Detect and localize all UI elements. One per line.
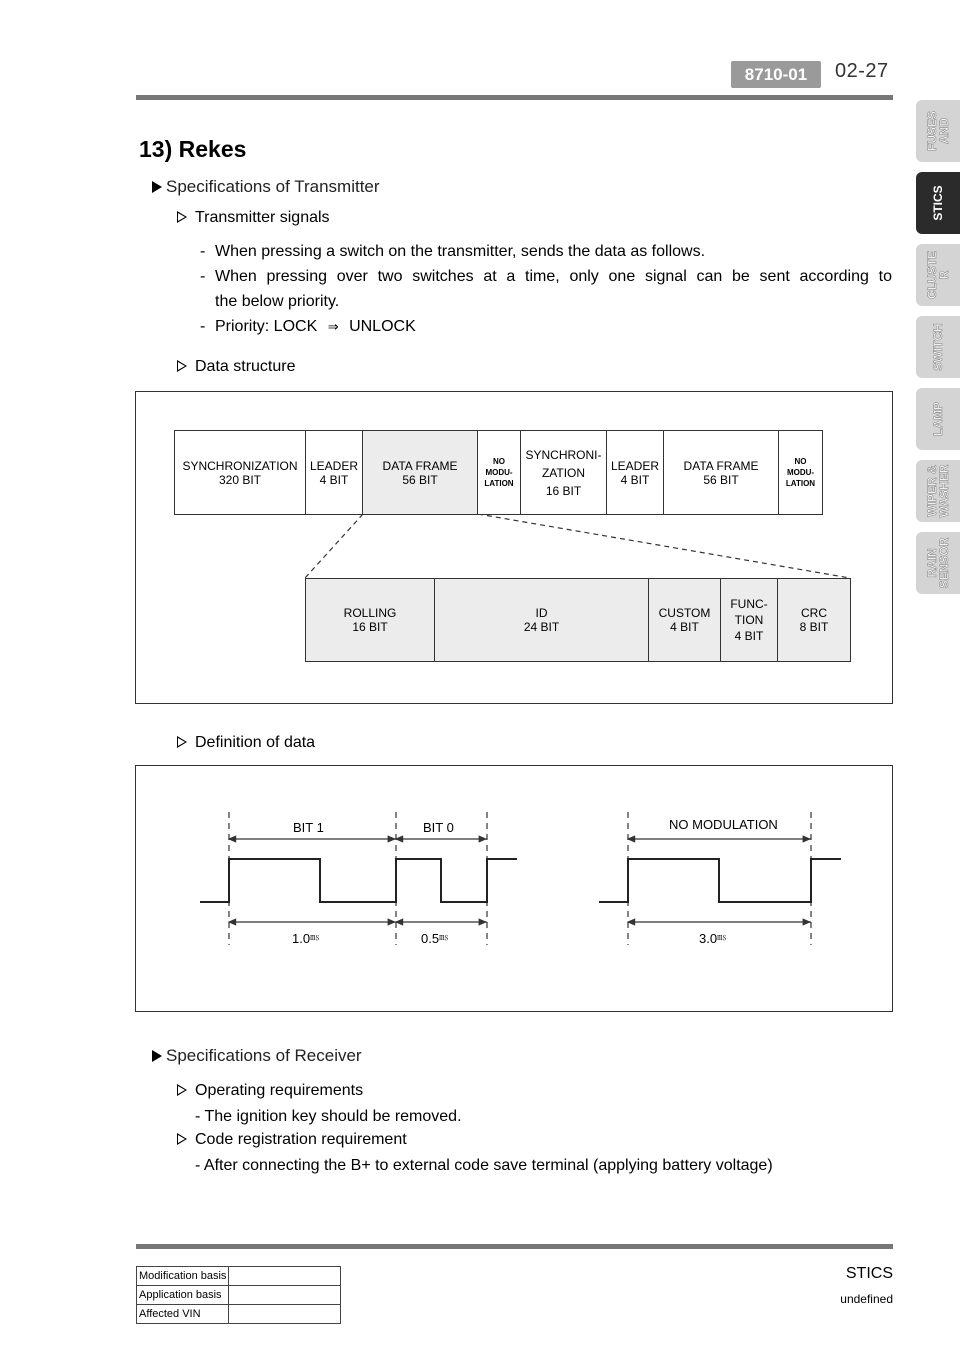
tab-label: SWITCH <box>931 323 945 371</box>
tab-label: LAMP <box>931 402 945 436</box>
bit1-label: BIT 1 <box>293 820 324 835</box>
code-registration-item: - After connecting the B+ to external code save terminal (applying battery voltage) <box>195 1157 773 1174</box>
tab-label: FUSES AND <box>925 110 951 152</box>
bullet-item-2-cont: the below priority. <box>215 293 340 310</box>
revision-label: Affected VIN <box>137 1305 229 1324</box>
bullet-item-2: When pressing over two switches at a time, only one signal can be sent according to <box>215 268 892 285</box>
frame-cell-sync: SYNCHRONIZATION 320 BIT <box>175 431 306 514</box>
revision-value <box>229 1267 341 1286</box>
frame-cell-id: ID 24 BIT <box>435 579 649 661</box>
frame-cell-function: FUNC- TION 4 BIT <box>721 579 778 661</box>
triangle-bullet-icon <box>152 1050 162 1062</box>
outline-triangle-icon <box>177 1133 187 1145</box>
tab-label: WIPER & WASHER <box>925 464 951 518</box>
bullet-dash: - <box>200 318 206 335</box>
footer-section-name: STICS <box>845 1265 893 1282</box>
bullet-item-1: When pressing a switch on the transmitter, sends the data as follows. <box>215 243 706 260</box>
frame-cell-sync-16: SYNCHRONI- ZATION 16 BIT <box>521 431 607 514</box>
frame-cell-no-modulation-2: NO MODU- LATION <box>785 457 816 488</box>
definition-heading: Definition of data <box>177 734 315 752</box>
operating-requirements-heading: Operating requirements <box>177 1082 363 1100</box>
no-modulation-label: NO MODULATION <box>669 817 778 832</box>
tab-label: STICS <box>931 185 945 221</box>
arrow-right-icon: ⇒ <box>327 319 339 334</box>
frame-cell-data-frame: DATA FRAME 56 BIT <box>363 431 478 514</box>
duration-1ms: 1.0㎳ <box>292 931 320 946</box>
revision-value <box>229 1305 341 1324</box>
footer-undefined: undefined <box>840 1292 893 1306</box>
revision-label: Application basis <box>137 1286 229 1305</box>
revision-label: Modification basis <box>137 1267 229 1286</box>
frame-cell-custom: CUSTOM 4 BIT <box>649 579 721 661</box>
tab-label: CLUSTE R <box>925 251 951 299</box>
frame-cell-crc: CRC 8 BIT <box>799 606 829 634</box>
bottom-divider <box>136 1244 893 1249</box>
frame-cell-no-modulation: NO MODU- LATION <box>478 431 521 514</box>
duration-05ms: 0.5㎳ <box>421 931 449 946</box>
tab-label: RAIN SENSOR <box>925 537 951 589</box>
outline-triangle-icon <box>177 1084 187 1096</box>
duration-3ms: 3.0㎳ <box>699 931 727 946</box>
bullet-dash: - <box>200 268 206 285</box>
bullet-dash: - <box>200 243 206 260</box>
frame-cell-data-frame-2: DATA FRAME 56 BIT <box>664 431 779 514</box>
page-number: 02-27 <box>835 60 889 82</box>
frame-cell-leader-2: LEADER 4 BIT <box>607 431 664 514</box>
transmitter-heading: Specifications of Transmitter <box>152 177 380 197</box>
revision-table <box>136 1266 341 1324</box>
section-title: 13) Rekes <box>139 136 247 162</box>
data-structure-heading: Data structure <box>177 358 295 376</box>
priority-lock: Priority: LOCK <box>215 318 318 335</box>
section-code-badge: 8710-01 <box>731 61 821 88</box>
revision-value <box>229 1286 341 1305</box>
frame-cell-rolling: ROLLING 16 BIT <box>306 579 435 661</box>
priority-unlock: UNLOCK <box>349 318 416 335</box>
operating-requirement-item: - The ignition key should be removed. <box>195 1108 462 1125</box>
receiver-heading: Specifications of Receiver <box>152 1046 362 1066</box>
bit0-label: BIT 0 <box>423 820 454 835</box>
transmitter-signals-heading: Transmitter signals <box>177 209 330 227</box>
code-registration-heading: Code registration requirement <box>177 1131 407 1149</box>
frame-cell-leader: LEADER 4 BIT <box>306 431 363 514</box>
